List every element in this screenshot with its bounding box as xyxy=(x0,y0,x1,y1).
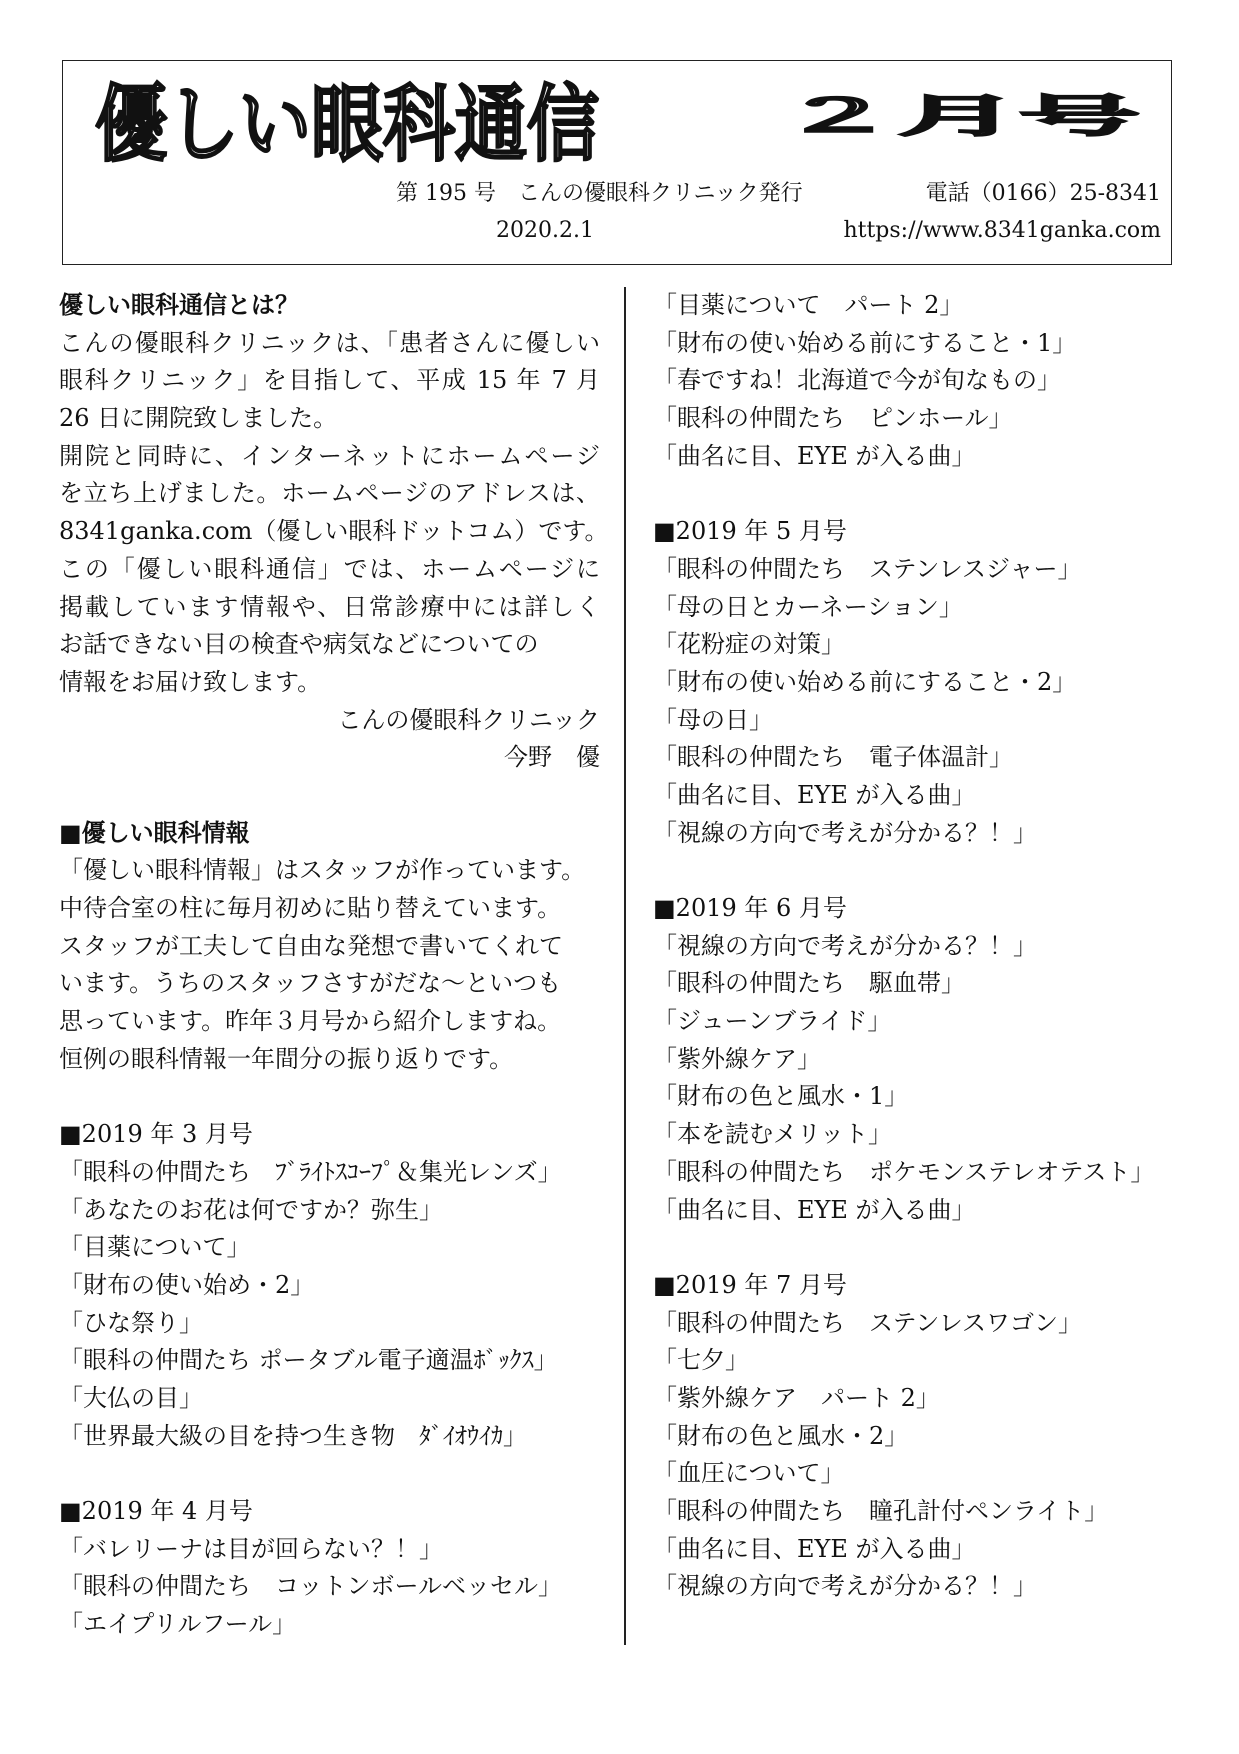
issue-item: 「眼科の仲間たち 駆血帯」 xyxy=(653,969,965,998)
info-heading: ■優しい眼科情報 xyxy=(59,818,250,847)
issue-item: 「母の日」 xyxy=(653,705,773,734)
intro-line: 26 日に開院致しました。 xyxy=(59,404,338,433)
column-divider xyxy=(624,287,626,1645)
issue-item: 「曲名に目、EYE が入る曲」 xyxy=(653,1534,976,1563)
issue-item: 「眼科の仲間たち コットンボールベッセル」 xyxy=(59,1572,563,1601)
intro-line: こんの優眼科クリニックは、「患者さんに優しい xyxy=(59,328,600,357)
issue-item: 「本を読むメリット」 xyxy=(653,1120,893,1149)
left-column xyxy=(59,287,609,1644)
issue-item: 「紫外線ケア パート 2」 xyxy=(653,1383,940,1412)
signature-name: 今野 優 xyxy=(504,743,600,772)
intro-line: 8341ganka.com（優しい眼科ドットコム）です。 xyxy=(59,517,609,546)
issue-heading-2019-07: ■2019 年 7 月号 xyxy=(653,1270,847,1299)
info-line: います。うちのスタッフさすがだな～といつも xyxy=(59,969,562,998)
intro-line: 開院と同時に、インターネットにホームページ xyxy=(59,441,600,470)
issue-item: 「眼科の仲間たち ポータブル電子適温ﾎﾞｯｸｽ」 xyxy=(59,1346,558,1375)
blank-line xyxy=(653,475,1173,513)
issue-item: 「眼科の仲間たち ステンレスジャー」 xyxy=(653,554,1082,583)
issue-item: 「財布の使い始め・2」 xyxy=(59,1270,315,1299)
issue-item: 「財布の使い始める前にすること・1」 xyxy=(653,328,1077,357)
issue-item: 「視線の方向で考えが分かる？！」 xyxy=(653,931,1037,960)
issue-item: 「目薬について」 xyxy=(59,1233,251,1262)
issue-item: 「ジューンブライド」 xyxy=(653,1007,892,1036)
issue-item: 「曲名に目、EYE が入る曲」 xyxy=(653,780,976,809)
issue-heading-2019-04: ■2019 年 4 月号 xyxy=(59,1497,253,1525)
newsletter-title: 優しい眼科通信 xyxy=(95,76,600,173)
info-line: 思っています。昨年３月号から紹介しますね。 xyxy=(59,1007,562,1036)
issue-heading-2019-06: ■2019 年 6 月号 xyxy=(653,894,847,922)
blank-line xyxy=(59,1455,600,1493)
intro-line: を立ち上げました。ホームページのアドレスは、 xyxy=(59,479,600,508)
issue-item: 「紫外線ケア」 xyxy=(653,1044,821,1073)
issue-item: 「財布の使い始める前にすること・2」 xyxy=(653,667,1077,696)
info-line: 中待合室の柱に毎月初めに貼り替えています。 xyxy=(59,894,562,922)
issue-item: 「七夕」 xyxy=(653,1346,749,1375)
issue-item: 「目薬について パート 2」 xyxy=(653,291,964,319)
blank-line xyxy=(59,1078,600,1116)
info-line: 恒例の眼科情報一年間分の振り返りです。 xyxy=(59,1044,514,1073)
info-line: 「優しい眼科情報」はスタッフが作っています。 xyxy=(59,856,586,885)
issue-item: 「春ですね！北海道で今が旬なもの」 xyxy=(653,366,1061,395)
issue-item: 「エイプリルフール」 xyxy=(59,1610,297,1639)
intro-line: お話できない目の検査や病気などについての xyxy=(59,630,539,659)
issue-item: 「曲名に目、EYE が入る曲」 xyxy=(653,1195,976,1224)
masthead xyxy=(62,60,1172,265)
issue-date: 2020.2.1 xyxy=(496,218,594,243)
blank-line xyxy=(653,1229,1173,1267)
issue-publisher-line: 第 195 号 こんの優眼科クリニック発行 xyxy=(396,181,803,206)
issue-heading-2019-05: ■2019 年 5 月号 xyxy=(653,517,847,546)
signature-clinic: こんの優眼科クリニック xyxy=(337,705,600,734)
issue-item: 「眼科の仲間たち ピンホール」 xyxy=(653,404,1013,433)
issue-item: 「曲名に目、EYE が入る曲」 xyxy=(653,441,976,470)
info-line: スタッフが工夫して自由な発想で書いてくれて xyxy=(59,931,563,960)
issue-item: 「財布の色と風水・1」 xyxy=(653,1082,909,1111)
issue-heading-2019-03: ■2019 年 3 月号 xyxy=(59,1120,253,1149)
issue-item: 「視線の方向で考えが分かる？！」 xyxy=(653,818,1037,847)
issue-item: 「眼科の仲間たち ポケモンステレオテスト」 xyxy=(653,1157,1155,1186)
issue-month: ２月号 xyxy=(777,91,1140,142)
issue-item: 「あなたのお花は何ですか？弥生」 xyxy=(59,1195,443,1224)
issue-item: 「眼科の仲間たち ﾌﾞﾗｲﾄｽｺｰﾌﾟ＆集光レンズ」 xyxy=(59,1157,562,1186)
issue-item: 「大仏の目」 xyxy=(59,1383,203,1412)
clinic-phone: 電話（0166）25-8341 xyxy=(925,181,1161,206)
intro-line: 掲載しています情報や、日常診療中には詳しく xyxy=(59,592,600,621)
intro-line: 眼科クリニック」を目指して、平成 15 年 7 月 xyxy=(59,366,600,395)
blank-line xyxy=(653,852,1173,890)
issue-item: 「花粉症の対策」 xyxy=(653,630,845,659)
intro-line: 情報をお届け致します。 xyxy=(59,667,322,696)
right-column xyxy=(653,287,1173,1606)
intro-line: この「優しい眼科通信」では、ホームページに xyxy=(59,554,600,583)
issue-item: 「眼科の仲間たち 瞳孔計付ペンライト」 xyxy=(653,1497,1109,1525)
issue-item: 「バレリーナは目が回らない？！」 xyxy=(59,1534,443,1563)
issue-item: 「世界最大級の目を持つ生き物 ﾀﾞｲｵｳｲｶ」 xyxy=(59,1421,527,1450)
blank-line xyxy=(59,777,600,815)
issue-item: 「ひな祭り」 xyxy=(59,1308,203,1337)
issue-item: 「財布の色と風水・2」 xyxy=(653,1421,909,1450)
issue-item: 「母の日とカーネーション」 xyxy=(653,592,963,621)
issue-item: 「血圧について」 xyxy=(653,1459,845,1488)
intro-heading: 優しい眼科通信とは？ xyxy=(59,291,299,319)
issue-item: 「眼科の仲間たち 電子体温計」 xyxy=(653,743,1013,772)
issue-item: 「視線の方向で考えが分かる？！」 xyxy=(653,1572,1037,1601)
issue-item: 「眼科の仲間たち ステンレスワゴン」 xyxy=(653,1308,1082,1337)
clinic-url: https://www.8341ganka.com xyxy=(843,218,1161,243)
